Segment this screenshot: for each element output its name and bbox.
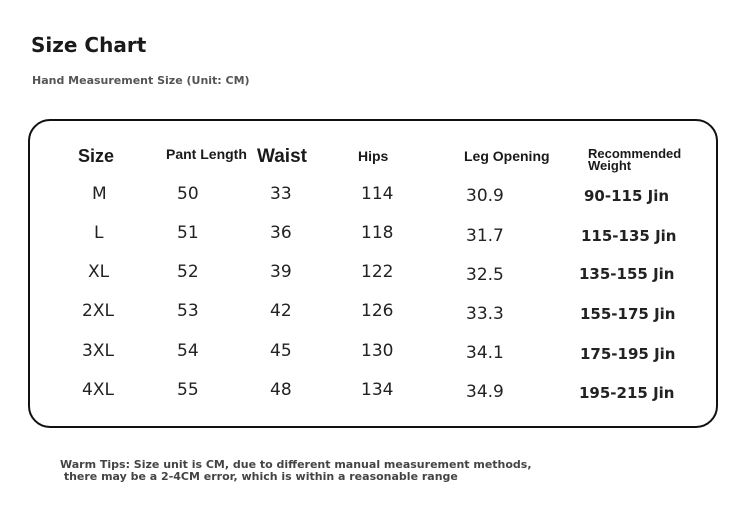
cell-size: M bbox=[92, 184, 107, 204]
warm-tips-line-2: there may be a 2-4CM error, which is within a reasonable range bbox=[60, 470, 458, 483]
cell-waist: 48 bbox=[270, 380, 292, 400]
cell-hips: 130 bbox=[361, 341, 394, 361]
cell-leg-opening: 34.9 bbox=[466, 382, 504, 402]
cell-leg-opening: 31.7 bbox=[466, 226, 504, 246]
cell-size: L bbox=[94, 223, 104, 243]
cell-pant-length: 50 bbox=[177, 184, 199, 204]
cell-hips: 134 bbox=[361, 380, 394, 400]
cell-hips: 126 bbox=[361, 301, 394, 321]
header-hips: Hips bbox=[358, 148, 389, 164]
cell-hips: 118 bbox=[361, 223, 394, 243]
cell-waist: 45 bbox=[270, 341, 292, 361]
cell-hips: 122 bbox=[361, 262, 394, 282]
cell-waist: 33 bbox=[270, 184, 292, 204]
header-pant-length: Pant Length bbox=[166, 146, 247, 162]
cell-leg-opening: 34.1 bbox=[466, 343, 504, 363]
cell-pant-length: 55 bbox=[177, 380, 199, 400]
cell-weight: 195-215 Jin bbox=[579, 384, 675, 402]
cell-size: 4XL bbox=[82, 380, 114, 400]
warm-tips-line-1: Warm Tips: Size unit is CM, due to different manual measurement methods, bbox=[60, 458, 532, 471]
cell-waist: 39 bbox=[270, 262, 292, 282]
warm-tips bbox=[60, 459, 532, 483]
cell-pant-length: 51 bbox=[177, 223, 199, 243]
page-title: Size Chart bbox=[31, 33, 147, 57]
cell-weight: 155-175 Jin bbox=[580, 305, 676, 323]
cell-leg-opening: 32.5 bbox=[466, 265, 504, 285]
cell-weight: 135-155 Jin bbox=[579, 265, 675, 283]
cell-pant-length: 53 bbox=[177, 301, 199, 321]
cell-size: 3XL bbox=[82, 341, 114, 361]
header-leg-opening: Leg Opening bbox=[464, 148, 550, 164]
cell-weight: 90-115 Jin bbox=[584, 187, 670, 205]
cell-waist: 42 bbox=[270, 301, 292, 321]
cell-size: 2XL bbox=[82, 301, 114, 321]
cell-leg-opening: 30.9 bbox=[466, 186, 504, 206]
header-waist: Waist bbox=[257, 146, 307, 167]
cell-weight: 115-135 Jin bbox=[581, 227, 677, 245]
cell-hips: 114 bbox=[361, 184, 394, 204]
header-recommended-weight: Recommended Weight bbox=[588, 146, 682, 173]
cell-pant-length: 52 bbox=[177, 262, 199, 282]
header-size: Size bbox=[78, 146, 115, 166]
cell-leg-opening: 33.3 bbox=[466, 304, 504, 324]
page-subtitle: Hand Measurement Size (Unit: CM) bbox=[32, 74, 250, 87]
cell-waist: 36 bbox=[270, 223, 292, 243]
cell-size: XL bbox=[88, 262, 110, 282]
cell-pant-length: 54 bbox=[177, 341, 199, 361]
cell-weight: 175-195 Jin bbox=[580, 345, 676, 363]
